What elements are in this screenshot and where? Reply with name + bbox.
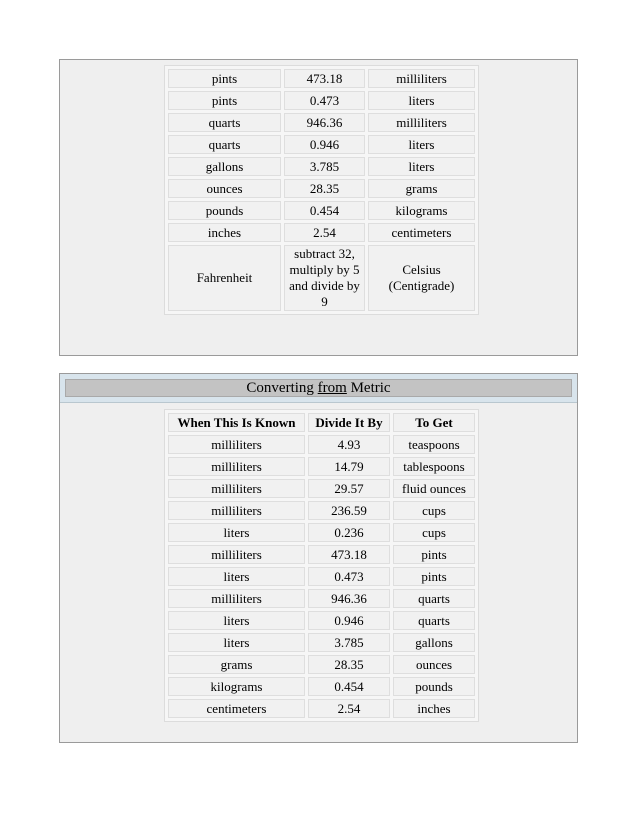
to-metric-table [164, 65, 479, 315]
cell-known-unit: quarts [168, 113, 281, 132]
cell-factor: 0.454 [308, 677, 390, 696]
table-row [168, 567, 475, 586]
cell-known-unit: liters [168, 523, 305, 542]
table-row [168, 135, 475, 154]
from-metric-table [164, 409, 479, 722]
cell-known-unit: pounds [168, 201, 281, 220]
table-row [168, 91, 475, 110]
cell-result-unit: inches [393, 699, 475, 718]
cell-result-unit: liters [368, 91, 475, 110]
cell-result-unit: cups [393, 501, 475, 520]
table-row [168, 589, 475, 608]
table-row [168, 677, 475, 696]
cell-known-unit: inches [168, 223, 281, 242]
cell-result-unit: pounds [393, 677, 475, 696]
cell-result-unit: pints [393, 567, 475, 586]
from-metric-panel [59, 373, 578, 743]
cell-result-unit: milliliters [368, 69, 475, 88]
cell-factor: 946.36 [284, 113, 365, 132]
cell-factor: 946.36 [308, 589, 390, 608]
cell-known-unit: milliliters [168, 435, 305, 454]
cell-result-unit: fluid ounces [393, 479, 475, 498]
cell-factor: 0.946 [284, 135, 365, 154]
cell-known-unit: milliliters [168, 479, 305, 498]
table-row [168, 523, 475, 542]
cell-result-unit: centimeters [368, 223, 475, 242]
section-title-suffix: Metric [346, 380, 391, 396]
cell-known-unit: liters [168, 633, 305, 652]
table-row [168, 245, 475, 311]
cell-known-unit: pints [168, 69, 281, 88]
cell-result-unit: liters [368, 157, 475, 176]
cell-result-unit: grams [368, 179, 475, 198]
cell-known-unit: ounces [168, 179, 281, 198]
cell-factor: 0.454 [284, 201, 365, 220]
cell-factor: 473.18 [284, 69, 365, 88]
cell-known-unit: pints [168, 91, 281, 110]
table-row [168, 113, 475, 132]
column-header-factor: Divide It By [308, 413, 390, 432]
table-header-row [168, 413, 475, 432]
cell-factor: 0.946 [308, 611, 390, 630]
table-row [168, 69, 475, 88]
cell-known-unit: liters [168, 567, 305, 586]
cell-known-unit: milliliters [168, 457, 305, 476]
cell-known-unit: centimeters [168, 699, 305, 718]
table-row [168, 157, 475, 176]
table-row [168, 435, 475, 454]
cell-factor: 0.473 [284, 91, 365, 110]
cell-factor: 28.35 [308, 655, 390, 674]
cell-known-unit: milliliters [168, 589, 305, 608]
cell-result-unit: quarts [393, 589, 475, 608]
cell-result-unit: ounces [393, 655, 475, 674]
cell-factor: subtract 32, multiply by 5 and divide by 9 [284, 245, 365, 311]
cell-result-unit: liters [368, 135, 475, 154]
to-metric-panel [59, 59, 578, 356]
cell-known-unit: milliliters [168, 545, 305, 564]
table-row [168, 457, 475, 476]
table-row [168, 223, 475, 242]
table-row [168, 501, 475, 520]
cell-factor: 236.59 [308, 501, 390, 520]
cell-factor: 28.35 [284, 179, 365, 198]
cell-factor: 0.473 [308, 567, 390, 586]
cell-result-unit: cups [393, 523, 475, 542]
cell-known-unit: Fahrenheit [168, 245, 281, 311]
cell-factor: 0.236 [308, 523, 390, 542]
cell-factor: 2.54 [308, 699, 390, 718]
table-row [168, 633, 475, 652]
table-row [168, 655, 475, 674]
table-row [168, 179, 475, 198]
cell-known-unit: grams [168, 655, 305, 674]
section-header-band [60, 374, 577, 403]
cell-known-unit: milliliters [168, 501, 305, 520]
column-header-result: To Get [393, 413, 475, 432]
cell-factor: 4.93 [308, 435, 390, 454]
cell-known-unit: quarts [168, 135, 281, 154]
section-title [65, 379, 572, 397]
cell-factor: 3.785 [284, 157, 365, 176]
cell-result-unit: pints [393, 545, 475, 564]
cell-known-unit: kilograms [168, 677, 305, 696]
cell-result-unit: quarts [393, 611, 475, 630]
table-row [168, 611, 475, 630]
cell-factor: 29.57 [308, 479, 390, 498]
cell-factor: 14.79 [308, 457, 390, 476]
cell-factor: 3.785 [308, 633, 390, 652]
cell-result-unit: kilograms [368, 201, 475, 220]
cell-result-unit: tablespoons [393, 457, 475, 476]
cell-result-unit: milliliters [368, 113, 475, 132]
cell-result-unit: gallons [393, 633, 475, 652]
cell-known-unit: liters [168, 611, 305, 630]
table-row [168, 479, 475, 498]
section-title-from-link: from [317, 380, 347, 396]
cell-known-unit: gallons [168, 157, 281, 176]
table-row [168, 545, 475, 564]
cell-result-unit: teaspoons [393, 435, 475, 454]
cell-factor: 473.18 [308, 545, 390, 564]
column-header-known: When This Is Known [168, 413, 305, 432]
cell-factor: 2.54 [284, 223, 365, 242]
section-title-prefix: Converting [246, 380, 318, 396]
table-row [168, 699, 475, 718]
table-row [168, 201, 475, 220]
cell-result-unit: Celsius (Centigrade) [368, 245, 475, 311]
